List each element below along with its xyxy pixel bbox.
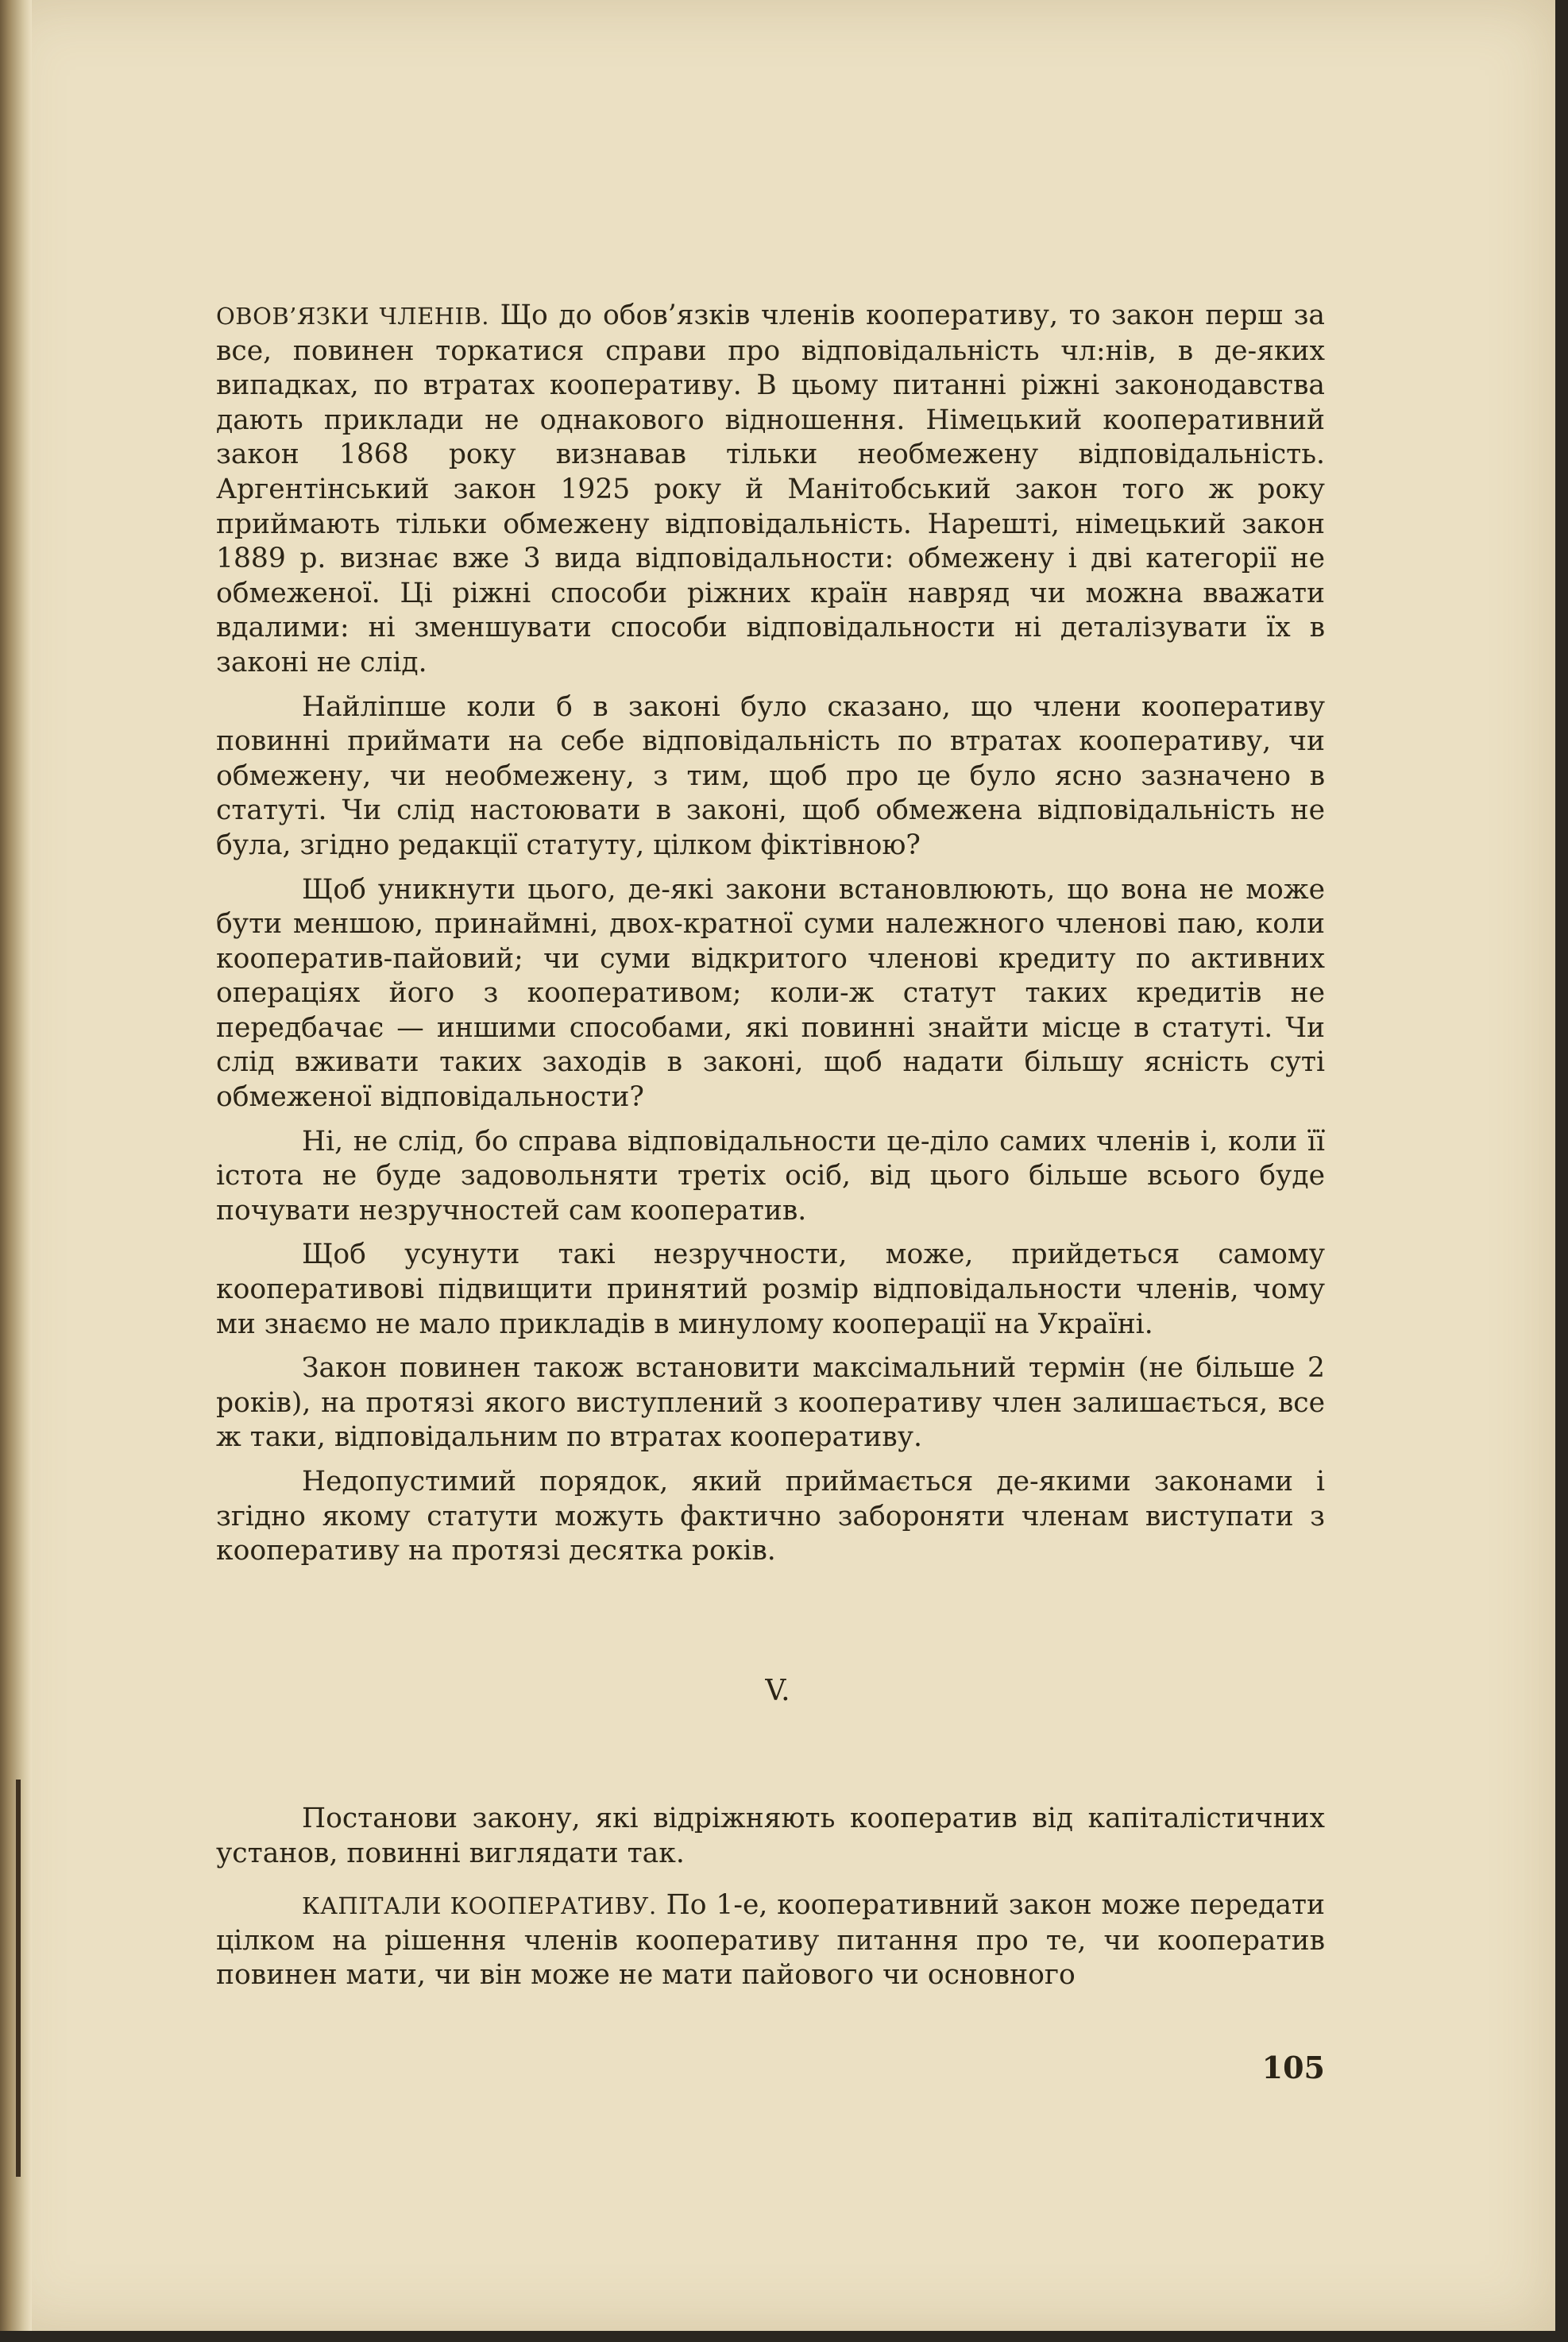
paragraph-2: Найліпше коли б в законі було сказано, що члени кооперативу повинні приймати на себе відповідальність по втратах кооперативу, чи обмежену, чи необмежену, з тим, щоб про це було ясно зазначено в статуті. Чи слід настоювати в законі, щоб обмежена відповідальність не була, згідно редакції статуту, цілком фіктівною? (216, 690, 1325, 861)
page-number: 105 (1261, 2050, 1325, 2085)
capital-paragraph (216, 1888, 1325, 1993)
capital-paragraph-text: По 1-е, кооперативний закон може передати цілком на рішення членів кооперативу питання про те, чи кооператив повинен мати, чи він може не мати пайового чи основного (216, 1889, 1326, 1992)
obligations-section (216, 299, 1325, 1579)
section-numeral: V. (765, 1675, 790, 1707)
section-five-intro: Постанови закону, які відріжняють кооператив від капіталістичних установ, повинні виглядати так. (216, 1803, 1325, 1869)
section-heading-capitals: КАПІТАЛИ КООПЕРАТИВУ. (302, 1892, 657, 1920)
paragraph-1 (216, 299, 1325, 681)
section-heading-obligations: ОВОВ’ЯЗКИ ЧЛЕНІВ. (216, 303, 490, 330)
paragraph-3: Щоб уникнути цього, де-які закони встановлюють, що вона не може бути меншою, принаймні, двох-кратної суми належного членові паю, коли кооператив-пайовий; чи суми відкритого членові кредиту по активних операціях його з кооперативом; коли-ж статут таких кредитів не передбачає — иншими способами, які повинні знайти місце в статуті. Чи слід вживати таких заходів в законі, щоб надати більшу ясність суті обмеженої відповідальности? (216, 873, 1325, 1114)
paragraph-4: Ні, не слід, бо справа відповідальности це-діло самих членів і, коли її істота не буде задовольняти третіх осіб, від цього більше всього буде почувати незручностей сам кооператив. (216, 1125, 1325, 1227)
paragraph-1-text: Що до обов’язків членів кооперативу, то закон перш за все, повинен торкатися справи про відповідальність чл:нів, в де-яких випадках, по втратах кооперативу. В цьому питанні ріжні законодавства дають приклади не однакового відношення. Німецький кооперативний закон 1868 року визнавав тільки необмежену відповідальність. Аргентінський закон 1925 року й Манітобський закон того ж року приймають тільки обмежену відповідальність. Нарешті, німецький закон 1889 р. визнає вже 3 вида відповідальности: обмежену і дві категорії не обмеженої. Ці ріжні способи ріжних країн навряд чи можна вважати вдалими: ні зменшувати способи відповідальности ні деталізувати їх в законі не слід. (216, 300, 1325, 678)
section-five (216, 1802, 1325, 2011)
paragraph-6: Закон повинен також встановити максімальний термін (не більше 2 років), на протязі якого виступлений з кооперативу член залишається, все ж таки, відповідальним по втратах кооперативу. (216, 1352, 1325, 1454)
paragraph-5: Щоб усунути такі незручности, може, прийдеться самому кооперативові підвищити принятий розмір відповідальности членів, чому ми знаємо не мало прикладів в минулому кооперації на Україні. (216, 1239, 1325, 1340)
binding-mark (16, 1780, 21, 2177)
paragraph-7: Недопустимий порядок, який приймається де-якими законами і згідно якому статути можуть фактично забороняти членам виступати з кооперативу на протязі десятка років. (216, 1466, 1325, 1567)
